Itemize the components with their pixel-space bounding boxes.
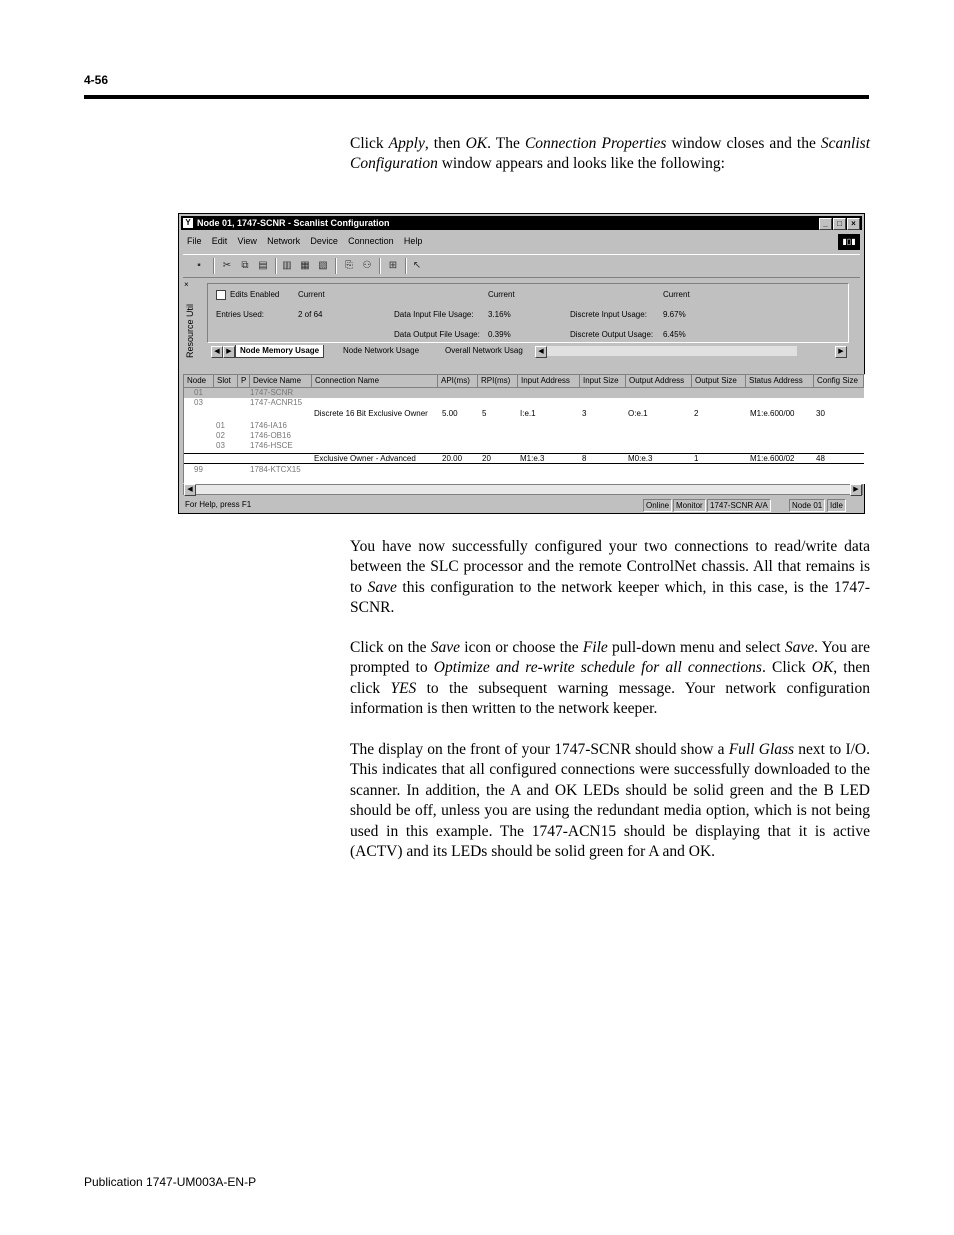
table-row[interactable] <box>184 441 864 451</box>
current-header: Current <box>488 290 515 299</box>
discrete-output-label: Discrete Output Usage: <box>570 330 654 339</box>
entries-used-value: 2 of 64 <box>298 310 323 319</box>
intro-text-4: window closes and the <box>666 135 821 152</box>
save-term: Save <box>430 639 461 656</box>
para3-text-5: . Click <box>761 659 812 677</box>
intro-text-5: window appears and looks like the following: <box>437 155 725 173</box>
cell-config-size: 48 <box>816 454 825 463</box>
optimize-term: Optimize and re-write schedule for all connections <box>433 659 762 677</box>
copy-icon[interactable]: ⧉ <box>241 260 249 271</box>
cell-status-address: M1:e.600/00 <box>750 409 795 418</box>
status-bar <box>183 499 863 511</box>
maximize-button[interactable]: □ <box>833 218 846 230</box>
cell-status-address: M1:e.600/02 <box>750 454 795 463</box>
data-output-label: Data Output File Usage: <box>394 330 480 339</box>
network-icon[interactable]: ⊞ <box>388 260 398 271</box>
cell-device: 1746-IA16 <box>250 421 287 430</box>
status-monitor: Monitor <box>673 499 706 512</box>
toolbar-separator <box>213 258 215 274</box>
paragraph-display-status <box>350 740 870 862</box>
menu-file[interactable]: File <box>187 236 202 246</box>
para2-text-2: this configuration to the network keeper which, in this case, is the 1747-SCNR. <box>350 578 870 617</box>
header-rule <box>84 95 869 99</box>
cell-output-address: O:e.1 <box>628 409 648 418</box>
paragraph-save-configuration <box>350 537 870 619</box>
file-term: File <box>582 639 608 656</box>
data-input-value: 3.16% <box>488 310 511 319</box>
menu-connection[interactable]: Connection <box>348 236 394 246</box>
cell-device: 1746-HSCE <box>250 441 293 450</box>
edits-enabled-checkbox[interactable] <box>216 290 226 300</box>
cell-api: 20.00 <box>442 454 463 463</box>
col-output-address[interactable]: Output Address <box>626 375 692 387</box>
cell-output-address: M0:e.3 <box>628 454 653 463</box>
help-pointer-icon[interactable]: ↖ <box>412 260 422 271</box>
network-logo-icon: ▮▯▮ <box>838 234 860 250</box>
table-row[interactable] <box>184 431 864 441</box>
resource-util-label: Resource Util <box>185 303 195 358</box>
para4-text-1: The display on the front of your 1747-SCNR should show a <box>350 741 729 758</box>
tab-scroll-right-icon[interactable]: ▶ <box>223 346 235 358</box>
status-online: Online <box>643 499 672 512</box>
cell-device: 1746-OB16 <box>250 431 291 440</box>
cell-output-size: 1 <box>694 454 699 463</box>
tab-scroll-left-icon[interactable]: ◀ <box>211 346 223 358</box>
close-panel-icon[interactable]: × <box>184 280 189 289</box>
col-input-size[interactable]: Input Size <box>580 375 626 387</box>
cell-input-address: I:e.1 <box>520 409 536 418</box>
title-bar <box>181 216 862 230</box>
col-node[interactable]: Node <box>184 375 214 387</box>
cell-device: 1747-SCNR <box>250 388 294 397</box>
apply-term: Apply <box>388 135 425 152</box>
col-slot[interactable]: Slot <box>214 375 238 387</box>
grid-scroll-right-icon[interactable]: ▶ <box>850 484 862 496</box>
data-input-label: Data Input File Usage: <box>394 310 474 319</box>
scanner-icon[interactable]: ▧ <box>318 260 328 271</box>
cell-node: 99 <box>194 465 203 474</box>
para3-text-7: to the subsequent warning message. Your network configuration information is then written to the network keeper. <box>350 679 870 718</box>
connection-properties-term: Connection Properties <box>524 135 667 152</box>
intro-paragraph <box>350 134 870 175</box>
table-row[interactable] <box>184 453 864 464</box>
resource-tabs <box>207 345 847 359</box>
entries-used-label: Entries Used: <box>216 310 265 319</box>
toolbar-separator <box>335 258 337 274</box>
para3-text-4: . You are prompted to <box>350 639 870 677</box>
cell-input-address: M1:e.3 <box>520 454 545 463</box>
status-device: 1747-SCNR A/A <box>707 499 771 512</box>
cell-connection: Discrete 16 Bit Exclusive Owner <box>314 409 428 418</box>
intro-text-3: . The <box>487 135 525 152</box>
col-config-size[interactable]: Config Size <box>814 375 864 387</box>
menu-help[interactable]: Help <box>403 236 423 246</box>
cell-device: 1784-KTCX15 <box>250 465 301 474</box>
para2-text-1: You have now successfully configured your two connections to read/write data between the SLC processor and the remote ControlNet chassis. All that remains is to <box>350 538 870 596</box>
tab-node-memory-usage[interactable]: Node Memory Usage <box>235 345 324 358</box>
status-help-text: For Help, press F1 <box>185 500 252 509</box>
app-icon: Y <box>183 218 193 228</box>
edits-enabled-label: Edits Enabled <box>230 290 280 299</box>
full-glass-term: Full Glass <box>728 741 795 758</box>
discrete-input-label: Discrete Input Usage: <box>570 310 647 319</box>
panel-scroll-right-icon[interactable]: ▶ <box>835 346 847 358</box>
cell-slot: 01 <box>216 421 225 430</box>
cell-slot: 02 <box>216 431 225 440</box>
para3-text-3: pull-down menu and select <box>607 639 785 656</box>
table-row[interactable] <box>184 421 864 431</box>
col-rpi[interactable]: RPI(ms) <box>478 375 518 387</box>
cell-node: 03 <box>194 398 203 407</box>
table-row[interactable] <box>184 465 864 475</box>
para3-text-6: , then click <box>350 659 870 697</box>
tab-overall-network-usage[interactable]: Overall Network Usag <box>445 346 523 355</box>
col-output-size[interactable]: Output Size <box>692 375 746 387</box>
grid-header <box>184 375 864 388</box>
cell-config-size: 30 <box>816 409 825 418</box>
menu-bar <box>187 236 430 248</box>
cell-rpi: 20 <box>482 454 491 463</box>
cell-connection: Exclusive Owner - Advanced <box>314 454 416 463</box>
yes-term: YES <box>390 679 417 697</box>
module-icon[interactable]: ▦ <box>300 260 310 271</box>
panel-scroll-left-icon[interactable]: ◀ <box>535 346 547 358</box>
toolbar-separator <box>275 258 277 274</box>
col-connection-name[interactable]: Connection Name <box>312 375 438 387</box>
resource-box <box>207 283 849 343</box>
table-row[interactable] <box>184 398 864 408</box>
toolbar-separator <box>405 258 407 274</box>
menu-edit[interactable]: Edit <box>211 236 228 246</box>
table-row[interactable] <box>184 409 864 419</box>
cut-icon[interactable]: ✂ <box>222 260 232 271</box>
save-term: Save <box>784 639 815 656</box>
paste-icon[interactable]: ▤ <box>258 260 268 271</box>
col-device-name[interactable]: Device Name <box>250 375 312 387</box>
properties-icon[interactable]: ⎘ <box>345 260 353 271</box>
close-button[interactable]: × <box>847 218 860 230</box>
panel-scrollbar[interactable] <box>547 346 797 356</box>
cell-output-size: 2 <box>694 409 699 418</box>
grid-horizontal-scrollbar[interactable] <box>183 484 863 495</box>
chassis-icon[interactable]: ▥ <box>282 260 292 271</box>
publication-footer: Publication 1747-UM003A-EN-P <box>84 1175 257 1189</box>
cell-node: 01 <box>194 388 203 397</box>
toolbar-separator <box>379 258 381 274</box>
cell-slot: 03 <box>216 441 225 450</box>
data-output-value: 0.39% <box>488 330 511 339</box>
table-row[interactable] <box>184 388 864 398</box>
col-input-address[interactable]: Input Address <box>518 375 580 387</box>
page-number: 4-56 <box>84 73 109 87</box>
para3-text-1: Click on the <box>350 639 431 656</box>
window-title: Node 01, 1747-SCNR - Scanlist Configuration <box>197 218 390 228</box>
save-icon[interactable]: ▪ <box>197 260 201 271</box>
ok-term: OK <box>465 135 488 152</box>
status-node: Node 01 <box>789 499 825 512</box>
intro-text-2: , then <box>424 135 466 152</box>
current-header: Current <box>663 290 690 299</box>
tab-node-network-usage[interactable]: Node Network Usage <box>343 346 420 355</box>
resource-utilization-panel <box>183 280 847 363</box>
cell-device: 1747-ACNR15 <box>250 398 303 407</box>
scanlist-configuration-window <box>178 213 865 514</box>
discrete-input-value: 9.67% <box>663 310 686 319</box>
save-term: Save <box>367 578 397 596</box>
col-status-address[interactable]: Status Address <box>746 375 814 387</box>
col-p[interactable]: P <box>238 375 250 387</box>
scanlist-configuration-term: Scanlist Configuration <box>350 135 871 173</box>
col-api[interactable]: API(ms) <box>438 375 478 387</box>
minimize-button[interactable]: _ <box>819 218 832 230</box>
para3-text-2: icon or choose the <box>460 639 583 656</box>
current-header: Current <box>298 290 325 299</box>
cell-api: 5.00 <box>442 409 458 418</box>
ok-term: OK <box>811 659 834 677</box>
resource-side-bar <box>183 280 195 360</box>
cell-input-size: 3 <box>582 409 587 418</box>
toolbar <box>183 254 860 278</box>
cell-input-size: 8 <box>582 454 587 463</box>
status-idle: Idle <box>827 499 846 512</box>
grid-scroll-left-icon[interactable]: ◀ <box>184 484 196 496</box>
para4-text-2: next to I/O. This indicates that all configured connections were successfully downloaded to the scanner. In addition, the A and OK LEDs should be solid green and the B LED should be off, unless you are using the redundant media option, which is not being used in this example. The 1747-ACN15 should be displaying that it is active (ACTV) and its LEDs should be solid green for A and OK. <box>350 741 870 861</box>
intro-text-1: Click <box>350 135 389 152</box>
who-icon[interactable]: ⚇ <box>362 260 372 271</box>
menu-view[interactable]: View <box>237 236 257 246</box>
menu-network[interactable]: Network <box>267 236 301 246</box>
cell-rpi: 5 <box>482 409 487 418</box>
scanlist-grid <box>183 374 865 484</box>
paragraph-save-steps <box>350 638 870 720</box>
discrete-output-value: 6.45% <box>663 330 686 339</box>
menu-device[interactable]: Device <box>310 236 338 246</box>
